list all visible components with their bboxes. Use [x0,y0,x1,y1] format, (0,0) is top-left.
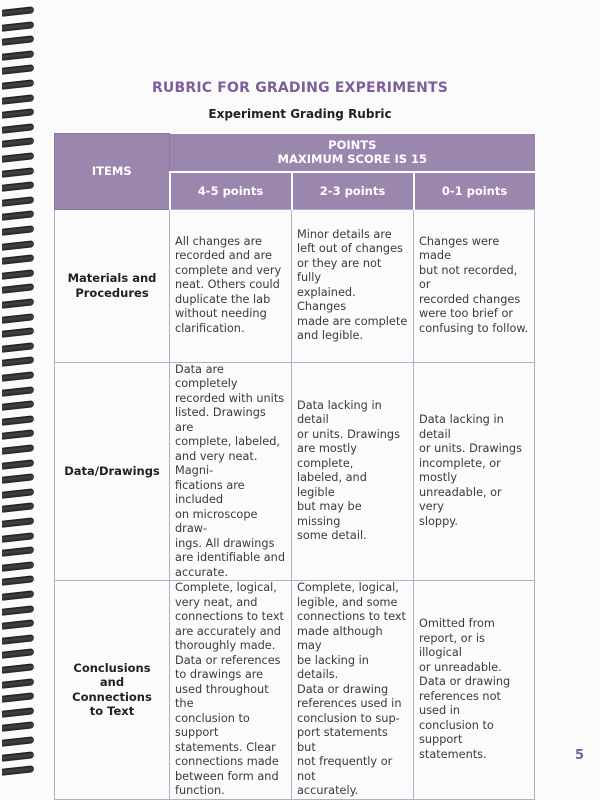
items-header: ITEMS [55,134,170,210]
binding-coil [2,123,34,133]
binding-coil [2,167,34,177]
table-cell: Complete, logical, very neat, and connections to text are accurately and thoroughly made. Data or references to drawings are used throughout the conclusion to support statements. Clear connections made between form and function. [170,581,292,800]
binding-coil [2,415,34,425]
row-item-label: Conclusions and Connections to Text [55,581,170,800]
binding-coil [2,576,34,586]
binding-coil [2,693,34,703]
binding-coil [2,722,34,732]
binding-coil [2,6,34,16]
points-header: POINTS MAXIMUM SCORE IS 15 [170,134,535,172]
binding-coil [2,21,34,31]
binding-coil [2,503,34,513]
table-cell: Minor details are left out of changes or they are not fully explained. Changes made are complete and legible. [292,209,414,362]
binding-coil [2,517,34,527]
table-row [55,581,535,800]
binding-coil [2,736,34,746]
binding-coil [2,459,34,469]
table-row [55,209,535,362]
binding-coil [2,620,34,630]
binding-coil [2,225,34,235]
binding-coil [2,751,34,761]
binding-coil [2,36,34,46]
binding-coil [2,357,34,367]
binding-coil [2,284,34,294]
binding-coil [2,65,34,75]
binding-coil [2,211,34,221]
table-cell: Data are completely recorded with units listed. Drawings are complete, labeled, and very neat. Magni- fications are included on microscope draw- ings. All drawings are identifiable and accurate. [170,362,292,581]
binding-coil [2,430,34,440]
table-cell: Omitted from report, or is illogical or unreadable. Data or drawing references not used in conclusion to support statements. [414,581,535,800]
binding-coil [2,547,34,557]
binding-coil [2,298,34,308]
table-cell: Complete, logical, legible, and some connections to text made although may be lacking in details. Data or drawing references used in conclusion to sup- port statements but not frequently or not accurately. [292,581,414,800]
rubric-table [54,133,535,800]
binding-coil [2,634,34,644]
column-header: 2-3 points [292,172,414,210]
binding-coil [2,663,34,673]
binding-coil [2,707,34,717]
table-cell: Data lacking in detail or units. Drawings incomplete, or mostly unreadable, or very sloppy. [414,362,535,581]
binding-coil [2,444,34,454]
binding-coil [2,474,34,484]
binding-coil [2,488,34,498]
binding-coil [2,561,34,571]
table-cell: Changes were made but not recorded, or recorded changes were too brief or confusing to follow. [414,209,535,362]
rubric-subtitle: Experiment Grading Rubric [208,107,392,121]
binding-coil [2,649,34,659]
table-cell: All changes are recorded and are complete and very neat. Others could duplicate the lab without needing clarification. [170,209,292,362]
table-row [55,362,535,581]
binding-coil [2,532,34,542]
binding-coil [2,269,34,279]
binding-coil [2,401,34,411]
row-item-label: Materials and Procedures [55,209,170,362]
binding-coil [2,371,34,381]
binding-coil [2,152,34,162]
binding-coil [2,182,34,192]
binding-coil [2,766,34,776]
table-cell: Data lacking in detail or units. Drawings are mostly complete, labeled, and legible but may be missing some detail. [292,362,414,581]
binding-coil [2,605,34,615]
page-title: RUBRIC FOR GRADING EXPERIMENTS [151,80,449,96]
binding-coil [2,342,34,352]
column-header: 4-5 points [170,172,292,210]
binding-coil [2,138,34,148]
binding-coil [2,255,34,265]
row-item-label: Data/Drawings [55,362,170,581]
binding-coil [2,386,34,396]
binding-coil [2,196,34,206]
page-number: 5 [574,748,584,763]
binding-coil [2,590,34,600]
binding-coil [2,313,34,323]
binding-coil [2,678,34,688]
binding-coil [2,240,34,250]
binding-coil [2,50,34,60]
binding-coil [2,328,34,338]
column-header: 0-1 points [414,172,535,210]
